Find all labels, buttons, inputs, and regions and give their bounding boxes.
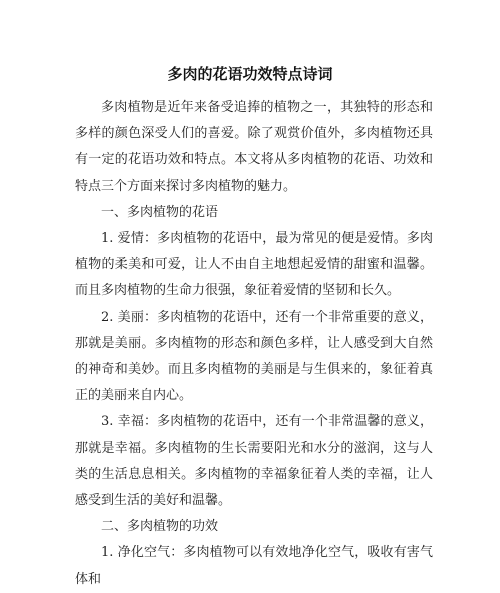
document-title: 多肉的花语功效特点诗词 [167, 65, 333, 83]
paragraph-love: 1. 爱情：多肉植物的花语中，最为常见的便是爱情。多肉植物的柔美和可爱，让人不由自主地想起爱情的甜蜜和温馨。而且多肉植物的生命力很强，象征着爱情的坚韧和长久。 [75, 231, 433, 299]
intro-paragraph: 多肉植物是近年来备受追捧的植物之一，其独特的形态和多样的颜色深受人们的喜爱。除了观赏价值外，多肉植物还具有一定的花语功效和特点。本文将从多肉植物的花语、功效和特点三个方面来探讨多肉植物的魅力。 [75, 100, 433, 194]
section-heading-effects: 二、多肉植物的功效 [101, 519, 219, 535]
paragraph-purify-air: 1. 净化空气：多肉植物可以有效地净化空气，吸收有害气体和 [75, 545, 433, 587]
document-body [75, 95, 433, 593]
paragraph-beauty: 2. 美丽：多肉植物的花语中，还有一个非常重要的意义，那就是美丽。多肉植物的形态和颜色多样，让人感受到大自然的神奇和美妙。而且多肉植物的美丽是与生俱来的，象征着真正的美丽来自内心。 [75, 309, 433, 404]
section-heading-flower-language: 一、多肉植物的花语 [101, 204, 219, 220]
paragraph-happiness: 3. 幸福：多肉植物的花语中，还有一个非常温馨的意义，那就是幸福。多肉植物的生长需要阳光和水分的滋润，这与人类的生活息息相关。多肉植物的幸福象征着人类的幸福，让人感受到生活的美好和温馨。 [75, 414, 433, 509]
